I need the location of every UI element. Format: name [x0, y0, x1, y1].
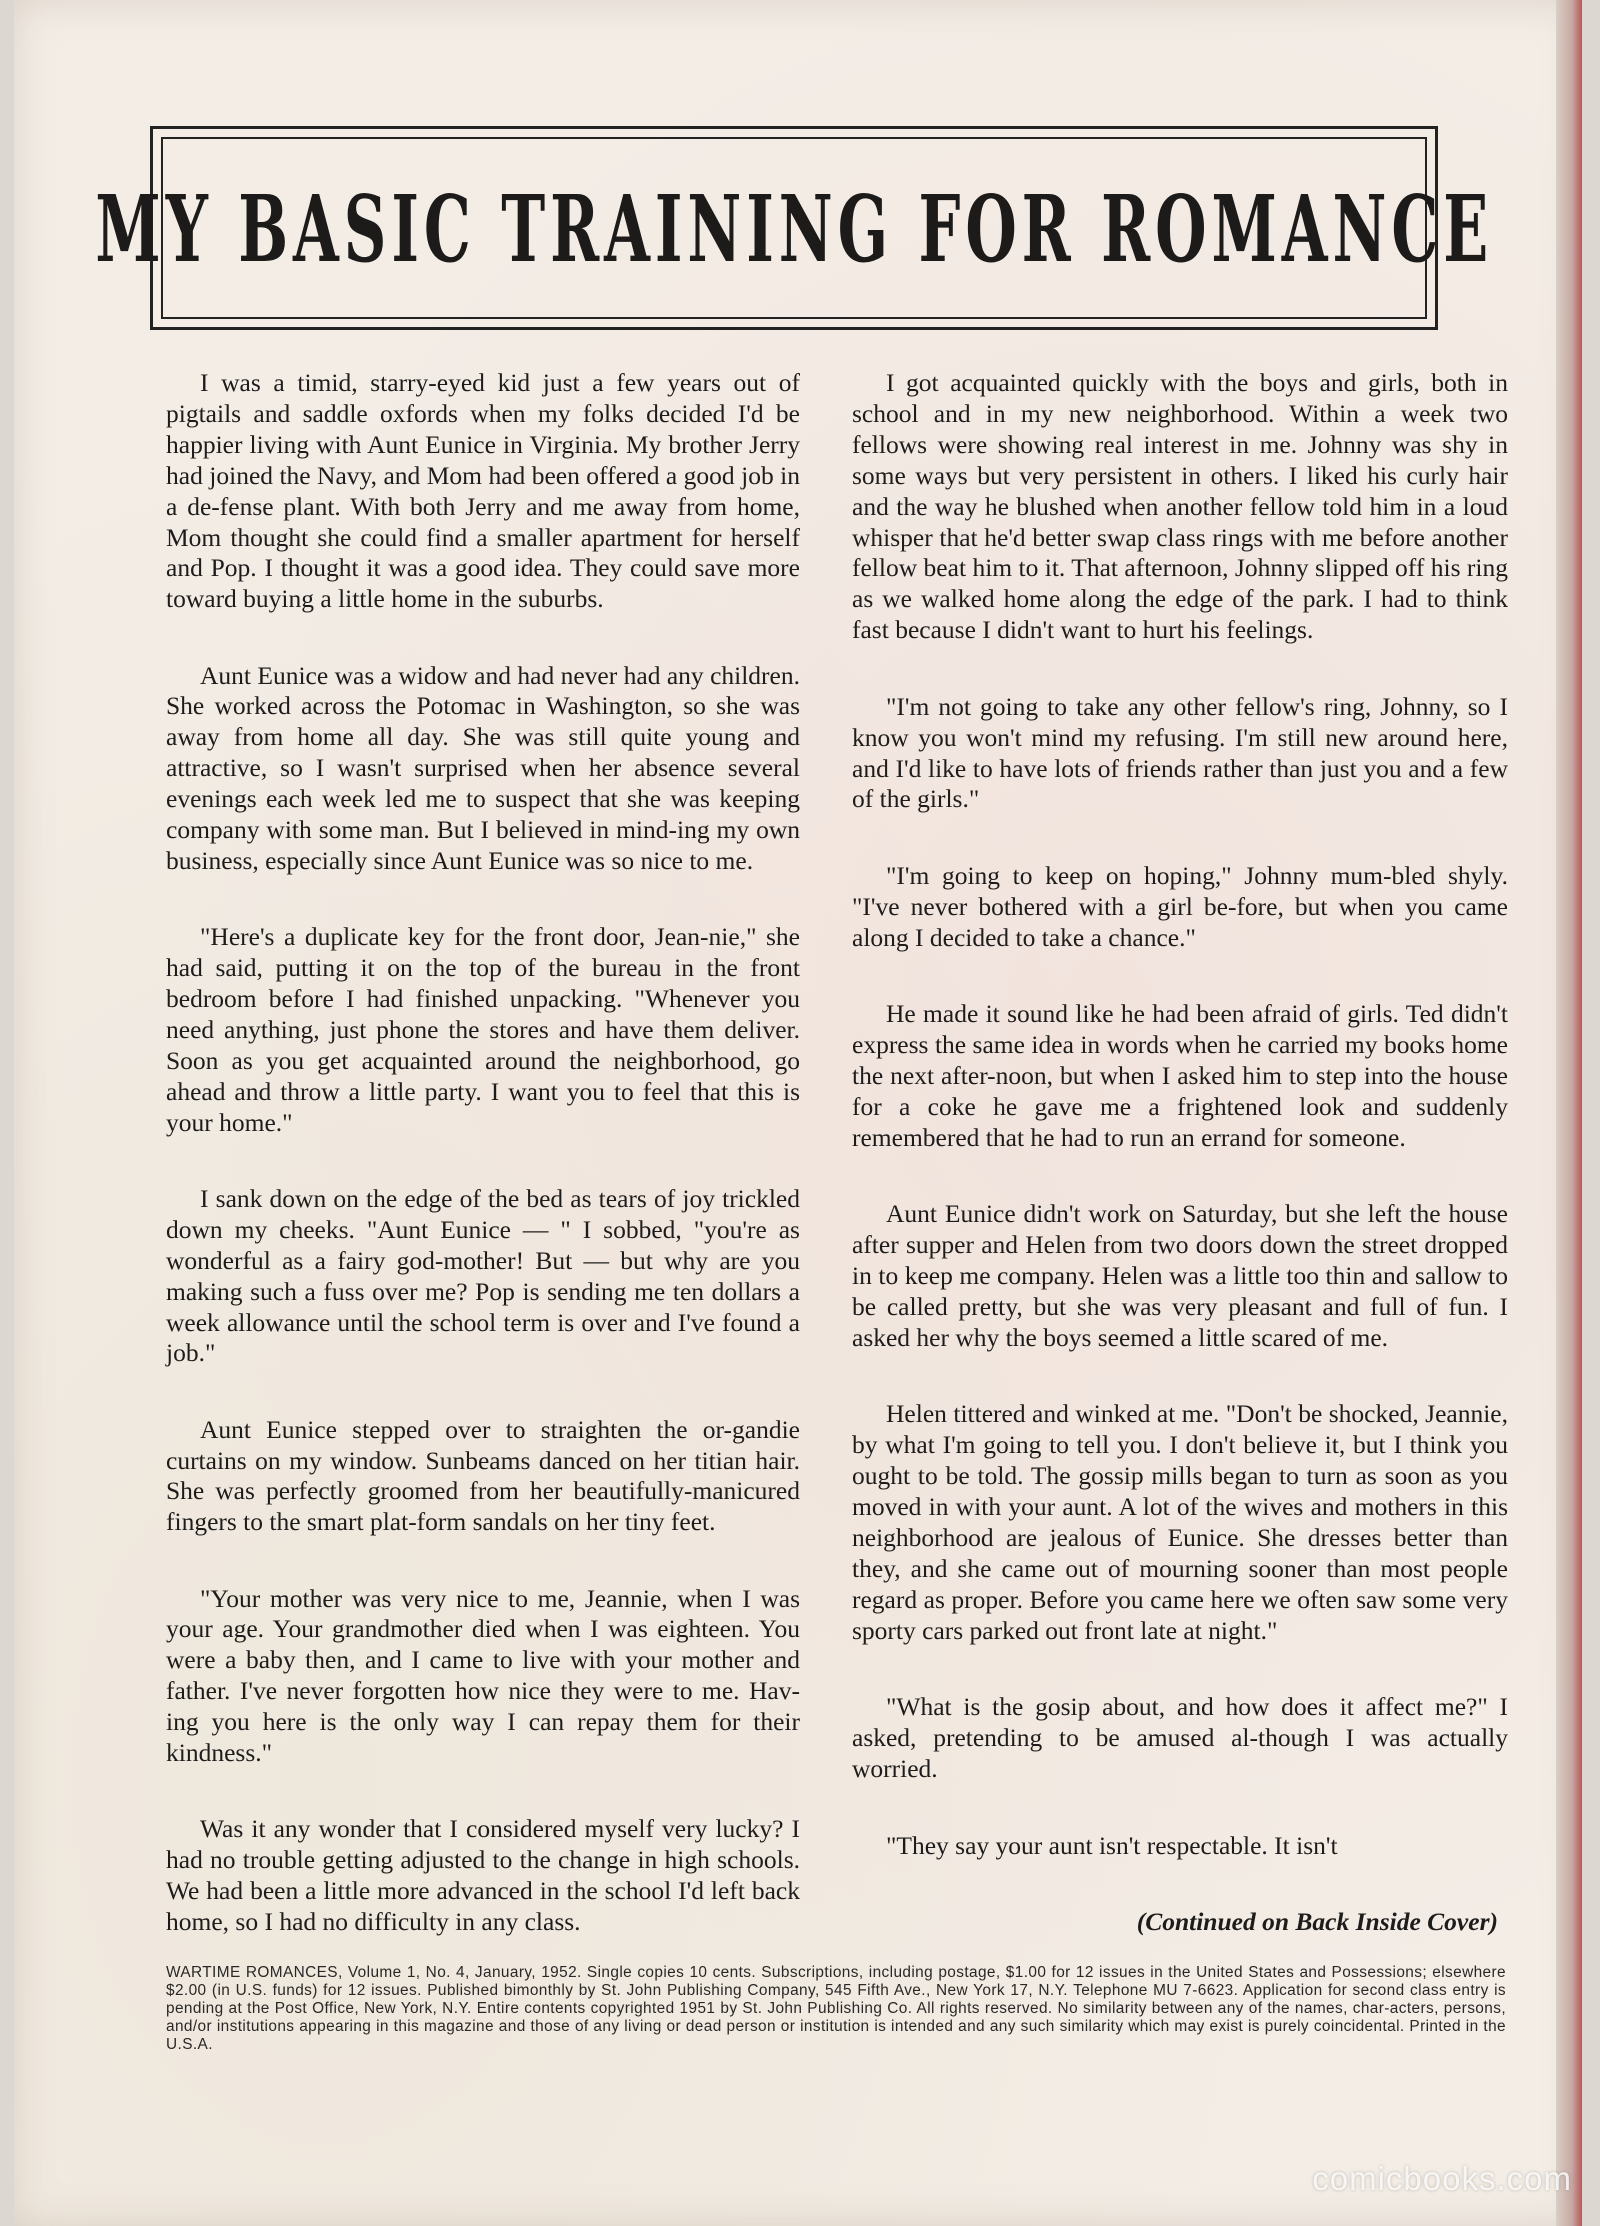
paragraph: "What is the gosip about, and how does it affect me?" I asked, pretending to be amused al-though I was actually worried.	[852, 1692, 1508, 1784]
paragraph: "I'm going to keep on hoping," Johnny mum-bled shyly. "I've never bothered with a girl be-fore, but when you came along I decided to take a chance."	[852, 860, 1508, 952]
paragraph: "Here's a duplicate key for the front door, Jean-nie," she had said, putting it on the top of the bureau in the front bedroom before I had finished unpacking. "Whenever you need anything, just phone the stores and have them deliver. Soon as you get acquainted around the neighborhood, go ahead and throw a little party. I want you to feel that this is your home."	[166, 922, 800, 1137]
paragraph: I got acquainted quickly with the boys and girls, both in school and in my new neighborhood. Within a week two fellows were showing real interest in me. Johnny was shy in some ways but very persistent in others. I liked his curly hair and the way he blushed when another fellow told him in a loud whisper that he'd better swap class rings with me before another fellow beat him to it. That afternoon, Johnny slipped off his ring as we walked home along the edge of the park. I had to think fast because I didn't want to hurt his feelings.	[852, 368, 1508, 645]
continued-note: (Continued on Back Inside Cover)	[1136, 1907, 1498, 1937]
paragraph: "They say your aunt isn't respectable. It isn't	[886, 1830, 1338, 1860]
paragraph: Aunt Eunice was a widow and had never had any children. She worked across the Potomac in Washington, so she was away from home all day. She was still quite young and attractive, so I wasn't surprised when her absence several evenings each week led me to suspect that she was keeping company with some man. But I believed in mind-ing my own business, especially since Aunt Eunice was so nice to me.	[166, 660, 800, 875]
paragraph: Was it any wonder that I considered myself very lucky? I had no trouble getting adjusted to the change in high schools. We had been a little more advanced in the school I'd left back home, so I had no difficulty in any class.	[166, 1814, 800, 1937]
publication-indicia: WARTIME ROMANCES, Volume 1, No. 4, January, 1952. Single copies 10 cents. Subscriptions, including postage, $1.00 for 12 issues in the United States and Possessions; elsewhere $2.00 (in U.S. funds) for 12 issues. Published bimonthly by St. John Publishing Company, 545 Fifth Ave., New York 17, N.Y. Telephone MU 7-6623. Application for second class entry is pending at the Post Office, New York, N.Y. Entire contents copyrighted 1951 by St. John Publishing Co. All rights reserved. No similarity between any of the names, char-acters, persons, and/or institutions appearing in this magazine and those of any living or dead person or institution is intended and any such similarity which may exist is purely coincidental. Printed in the U.S.A.	[166, 1964, 1506, 2053]
right-column	[852, 368, 1508, 1938]
watermark: comicbooks.com	[1312, 2160, 1572, 2197]
title-frame	[95, 126, 1493, 330]
paragraph: I sank down on the edge of the bed as tears of joy trickled down my cheeks. "Aunt Eunice — " I sobbed, "you're as wonderful as a fairy god-mother! But — but why are you making such a fuss over me? Pop is sending me ten dollars a week allowance until the school term is over and I've found a job."	[166, 1183, 800, 1368]
paragraph: "Your mother was very nice to me, Jeannie, when I was your age. Your grandmother died when I was eighteen. You were a baby then, and I came to live with your mother and father. I've never forgotten how nice they were to me. Hav-ing you here is the only way I can repay them for their kindness."	[166, 1583, 800, 1768]
story-title: MY BASIC TRAINING FOR ROMANCE	[95, 173, 1493, 283]
left-column	[166, 368, 800, 1938]
paragraph: Aunt Eunice stepped over to straighten the or-gandie curtains on my window. Sunbeams danced on her titian hair. She was perfectly groomed from her beautifully-manicured fingers to the smart plat-form sandals on her tiny feet.	[166, 1414, 800, 1537]
page-edge	[1556, 0, 1582, 2226]
paragraph: Aunt Eunice didn't work on Saturday, but she left the house after supper and Helen from two doors down the street dropped in to keep me company. Helen was a little too thin and sallow to be called pretty, but she was very pleasant and full of fun. I asked her why the boys seemed a little scared of me.	[852, 1199, 1508, 1352]
title-frame-inner	[95, 137, 1493, 319]
paragraph: Helen tittered and winked at me. "Don't be shocked, Jeannie, by what I'm going to tell you. I don't believe it, but I think you ought to be told. The gossip mills began to turn as soon as you moved in with your aunt. A lot of the wives and mothers in this neighborhood are jealous of Eunice. She dresses better than they, and she came out of mourning sooner than most people regard as proper. Before you came here we often saw some very sporty cars parked out front late at night."	[852, 1399, 1508, 1645]
paragraph: "I'm not going to take any other fellow's ring, Johnny, so I know you won't mind my refusing. I'm still new around here, and I'd like to have lots of friends rather than just you and a few of the girls."	[852, 691, 1508, 814]
magazine-page	[14, 0, 1582, 2226]
paragraph: He made it sound like he had been afraid of girls. Ted didn't express the same idea in words when he carried my books home the next after-noon, but when I asked him to step into the house for a coke he gave me a frightened look and suddenly remembered that he had to run an errand for someone.	[852, 999, 1508, 1152]
paragraph: I was a timid, starry-eyed kid just a few years out of pigtails and saddle oxfords when my folks decided I'd be happier living with Aunt Eunice in Virginia. My brother Jerry had joined the Navy, and Mom had been offered a good job in a de-fense plant. With both Jerry and me away from home, Mom thought she could find a smaller apartment for herself and Pop. I thought it was a good idea. They could save more toward buying a little home in the suburbs.	[166, 368, 800, 614]
